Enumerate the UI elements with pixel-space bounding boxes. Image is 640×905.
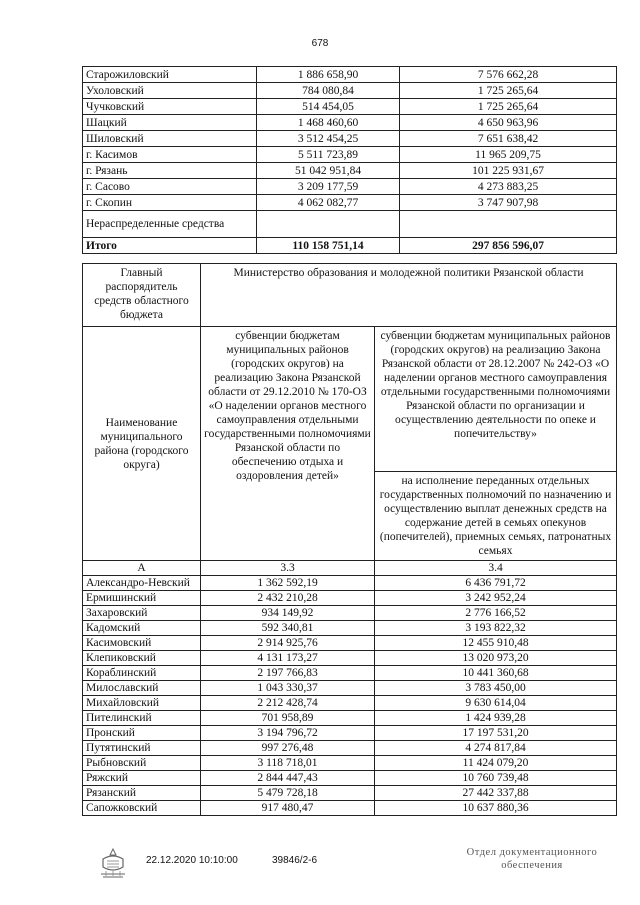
district-name: Кадомский [83,621,201,636]
amount-cell [400,211,617,238]
ministry-name: Министерство образования и молодежной политики Рязанской области [201,264,617,327]
subvention-table [82,263,617,816]
amount-cell: 4 650 963,96 [400,115,617,131]
district-name: г. Сасово [83,179,257,195]
amount-cell: 27 442 337,88 [375,786,617,801]
amount-cell: 110 158 751,14 [257,238,400,254]
amount-cell: 997 276,48 [201,741,375,756]
amount-cell: 1 362 592,19 [201,576,375,591]
table-row [83,591,617,606]
district-name: Михайловский [83,696,201,711]
amount-cell: 10 760 739,48 [375,771,617,786]
page-number: 678 [311,38,329,49]
district-name: Пронский [83,726,201,741]
district-name: Ухоловский [83,83,257,99]
unallocated-row [83,211,617,238]
amount-cell: 3 118 718,01 [201,756,375,771]
amount-cell: 3 242 952,24 [375,591,617,606]
footer-datetime: 22.12.2020 10:10:00 [146,855,238,866]
table-row [83,711,617,726]
table-row [83,83,617,99]
district-name: Итого [83,238,257,254]
table-row [83,195,617,211]
district-name: г. Скопин [83,195,257,211]
district-name: Пителинский [83,711,201,726]
table-row [83,131,617,147]
district-name: Шацкий [83,115,257,131]
table-row [83,606,617,621]
amount-cell: 917 480,47 [201,801,375,816]
table-row [83,651,617,666]
district-name-label: Наименование муниципального района (городского округа) [83,327,201,561]
amount-cell: 2 197 766,83 [201,666,375,681]
table-row [83,726,617,741]
district-name: Рязанский [83,786,201,801]
amount-cell: 5 479 728,18 [201,786,375,801]
main-distributor-label: Главный распорядитель средств областного бюджета [83,264,201,327]
district-name: Шиловский [83,131,257,147]
amount-cell: 17 197 531,20 [375,726,617,741]
column-3-4-header-top: субвенции бюджетам муниципальных районов (городских округов) на реализацию Закона Рязанской области от 28.12.2007 № 242-ОЗ «О наделении органов местного самоуправления отдельными государственными полномочиями Рязанской области по организации и осуществлению деятельности по опеке и попечительству» [375,327,617,472]
amount-cell: 2 776 166,52 [375,606,617,621]
table-row [83,163,617,179]
amount-cell: 4 131 173,27 [201,651,375,666]
ministry-header-row [83,264,617,327]
amount-cell: 2 914 925,76 [201,636,375,651]
amount-cell: 7 576 662,28 [400,67,617,83]
table-row [83,99,617,115]
district-name: г. Касимов [83,147,257,163]
district-name: Путятинский [83,741,201,756]
table-row [83,115,617,131]
amount-cell: 51 042 951,84 [257,163,400,179]
district-name: Чучковский [83,99,257,115]
footer-doc-id: 39846/2-6 [272,855,318,866]
amount-cell: 592 340,81 [201,621,375,636]
department-line-1: Отдел документационного [466,847,598,858]
table-row [83,801,617,816]
amount-cell: 9 630 614,04 [375,696,617,711]
column-3-3-header: субвенции бюджетам муниципальных районов (городских округов) на реализацию Закона Рязанской области от 29.12.2010 № 170-ОЗ «О наделении органов местного самоуправления отдельными государственными полномочиями Рязанской области по обеспечению отдыха и оздоровления детей» [201,327,375,561]
table-row [83,771,617,786]
summary-table [82,66,617,254]
table-row [83,786,617,801]
district-name: Рыбновский [83,756,201,771]
amount-cell: 11 965 209,75 [400,147,617,163]
total-row [83,238,617,254]
column-header-row-1 [83,327,617,472]
amount-cell: 13 020 973,20 [375,651,617,666]
amount-cell: 2 212 428,74 [201,696,375,711]
column-index-row [83,561,617,576]
amount-cell: 5 511 723,89 [257,147,400,163]
amount-cell: 3 783 450,00 [375,681,617,696]
table-row [83,681,617,696]
amount-cell: 784 080,84 [257,83,400,99]
department-line-2: обеспечения [501,860,563,871]
table-row [83,67,617,83]
amount-cell: 3 209 177,59 [257,179,400,195]
index-3-3: 3.3 [201,561,375,576]
table-row [83,741,617,756]
district-name: Александро-Невский [83,576,201,591]
amount-cell: 6 436 791,72 [375,576,617,591]
amount-cell [257,211,400,238]
district-name: Ермишинский [83,591,201,606]
amount-cell: 10 441 360,68 [375,666,617,681]
amount-cell: 514 454,05 [257,99,400,115]
index-3-4: 3.4 [375,561,617,576]
amount-cell: 297 856 596,07 [400,238,617,254]
district-name: Захаровский [83,606,201,621]
amount-cell: 2 432 210,28 [201,591,375,606]
amount-cell: 1 725 265,64 [400,99,617,115]
amount-cell: 4 274 817,84 [375,741,617,756]
amount-cell: 3 194 796,72 [201,726,375,741]
amount-cell: 7 651 638,42 [400,131,617,147]
amount-cell: 101 225 931,67 [400,163,617,179]
district-name: Старожиловский [83,67,257,83]
amount-cell: 1 424 939,28 [375,711,617,726]
amount-cell: 934 149,92 [201,606,375,621]
amount-cell: 12 455 910,48 [375,636,617,651]
amount-cell: 3 747 907,98 [400,195,617,211]
district-name: Клепиковский [83,651,201,666]
district-name: Касимовский [83,636,201,651]
table-row [83,756,617,771]
amount-cell: 701 958,89 [201,711,375,726]
emblem-icon [97,847,129,881]
table-row [83,696,617,711]
district-name: Нераспределенные средства [83,211,257,238]
amount-cell: 4 062 082,77 [257,195,400,211]
amount-cell: 4 273 883,25 [400,179,617,195]
table-row [83,636,617,651]
table-row [83,147,617,163]
district-name: Ряжский [83,771,201,786]
district-name: г. Рязань [83,163,257,179]
department-stamp [452,846,612,872]
district-name: Кораблинский [83,666,201,681]
amount-cell: 1 725 265,64 [400,83,617,99]
amount-cell: 1 468 460,60 [257,115,400,131]
table-row [83,621,617,636]
amount-cell: 3 512 454,25 [257,131,400,147]
table-row [83,576,617,591]
district-name: Сапожковский [83,801,201,816]
table-row [83,666,617,681]
amount-cell: 2 844 447,43 [201,771,375,786]
index-a: А [83,561,201,576]
amount-cell: 1 043 330,37 [201,681,375,696]
amount-cell: 11 424 079,20 [375,756,617,771]
column-3-4-header-bottom: на исполнение переданных отдельных государственных полномочий по назначению и осуществлению выплат денежных средств на содержание детей в семьях опекунов (попечителей), приемных семьях, патронатных семьях [375,472,617,561]
amount-cell: 10 637 880,36 [375,801,617,816]
district-name: Милославский [83,681,201,696]
amount-cell: 3 193 822,32 [375,621,617,636]
table-row [83,179,617,195]
amount-cell: 1 886 658,90 [257,67,400,83]
